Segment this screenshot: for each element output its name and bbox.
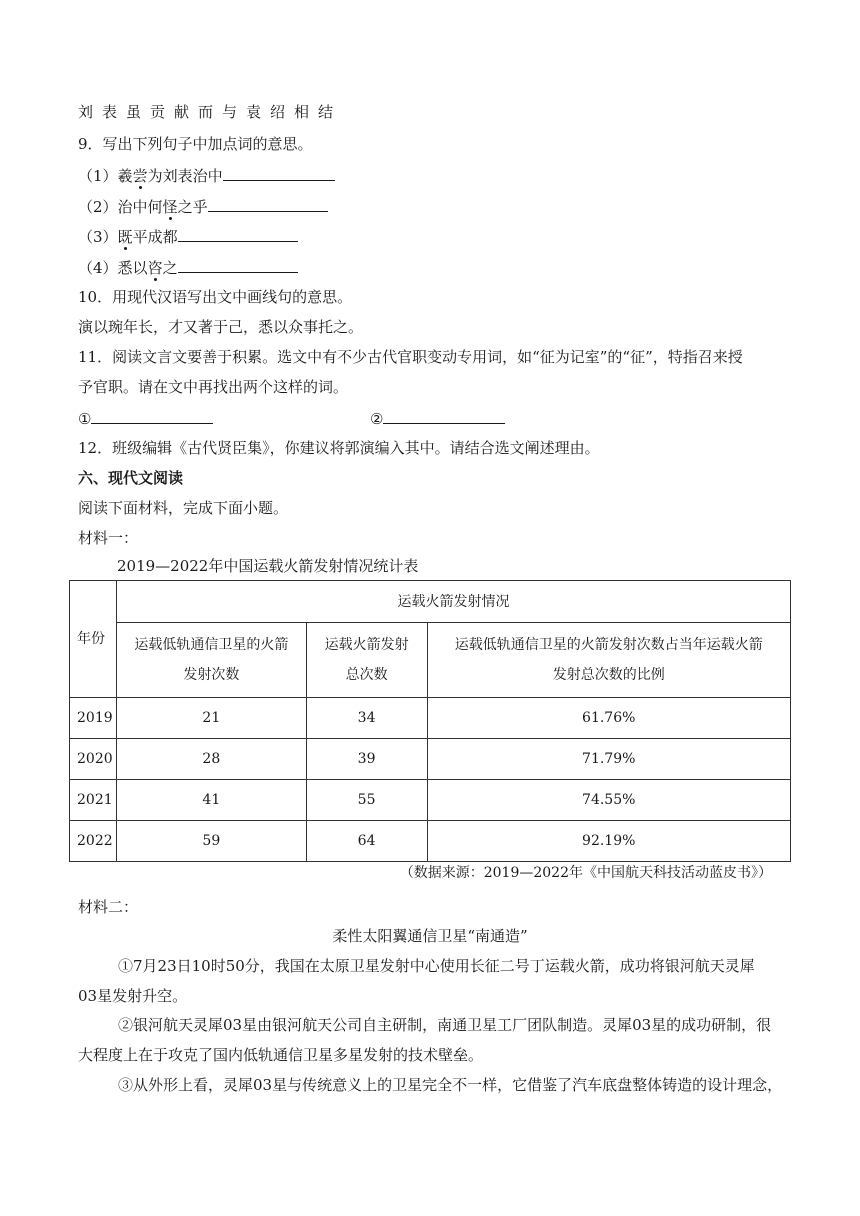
cell-ratio: 71.79% <box>427 739 791 780</box>
dotted-word: 尝 <box>132 167 148 185</box>
cell-total: 64 <box>306 821 427 862</box>
item-text-pre: 治中何 <box>117 198 163 216</box>
item-text-post: 平成都 <box>132 228 178 246</box>
cell-ratio: 92.19% <box>427 821 791 862</box>
paragraph-1-line-2: 03星发射升空。 <box>78 987 188 1005</box>
cell-leo: 21 <box>116 698 306 739</box>
cell-leo: 28 <box>116 739 306 780</box>
question-11-answer-1 <box>78 408 213 429</box>
cell-year: 2022 <box>70 821 117 862</box>
cell-total: 39 <box>306 739 427 780</box>
cell-ratio: 61.76% <box>427 698 791 739</box>
header-ratio <box>427 623 791 698</box>
table-source: （数据来源：2019—2022年《中国航天科技活动蓝皮书》） <box>399 865 772 881</box>
header-line: 发射次数 <box>183 667 240 683</box>
question-9-stem: 9．写出下列句子中加点词的意思。 <box>78 135 313 153</box>
paragraph-2-line-2: 大程度上在于攻克了国内低轨通信卫星多星发射的技术壁垒。 <box>78 1046 484 1064</box>
question-10-stem: 10．用现代汉语写出文中画线句的意思。 <box>78 288 353 306</box>
header-leo-launches <box>116 623 306 698</box>
question-10-sentence: 演以琬年长，才又著于己，悉以众事托之。 <box>78 318 364 336</box>
cell-year: 2020 <box>70 739 117 780</box>
header-total-launches <box>306 623 427 698</box>
table-row <box>70 821 791 862</box>
item-text-post: 为刘表治中 <box>147 167 223 185</box>
question-11-line-1: 11．阅读文言文要善于积累。选文中有不少古代官职变动专用词，如“征为记室”的“征”，特指召来授 <box>78 348 743 366</box>
item-text-post: 之乎 <box>177 198 208 216</box>
dotted-word: 咨 <box>147 259 163 277</box>
answer-blank[interactable] <box>383 408 505 424</box>
question-9-item-3 <box>78 226 298 247</box>
answer-blank[interactable] <box>91 408 213 424</box>
cell-leo: 59 <box>116 821 306 862</box>
question-11-line-2: 予官职。请在文中再找出两个这样的词。 <box>78 378 349 396</box>
material-1-label: 材料一： <box>78 529 139 547</box>
table-caption: 2019—2022年中国运载火箭发射情况统计表 <box>117 557 419 575</box>
cell-ratio: 74.55% <box>427 780 791 821</box>
passage-fragment-line: 刘表虽贡献而与袁绍相结 <box>78 103 343 121</box>
question-9-item-1 <box>78 165 335 186</box>
header-line: 总次数 <box>345 667 388 683</box>
item-number: （2） <box>78 198 118 216</box>
item-number: （3） <box>78 228 118 246</box>
cell-leo: 41 <box>116 780 306 821</box>
item-text-pre: 羲 <box>117 167 133 185</box>
answer-marker: ① <box>78 410 92 428</box>
item-number: （1） <box>78 167 118 185</box>
material-2-title: 柔性太阳翼通信卫星“南通造” <box>332 927 528 945</box>
answer-blank[interactable] <box>223 165 335 181</box>
dotted-word: 怪 <box>162 198 178 216</box>
header-year: 年份 <box>70 581 117 698</box>
paragraph-2-line-1: ②银河航天灵犀03星由银河航天公司自主研制，南通卫星工厂团队制造。灵犀03星的成功研制，很 <box>118 1016 772 1034</box>
answer-blank[interactable] <box>178 226 298 242</box>
header-line: 运载火箭发射 <box>324 637 409 653</box>
question-9-item-4 <box>78 257 298 278</box>
question-12-stem: 12．班级编辑《古代贤臣集》，你建议将郭演编入其中。请结合选文阐述理由。 <box>78 439 600 457</box>
answer-blank[interactable] <box>208 196 328 212</box>
cell-total: 34 <box>306 698 427 739</box>
answer-marker: ② <box>370 410 384 428</box>
item-text-pre: 悉以 <box>117 259 148 277</box>
material-2-label: 材料二： <box>78 898 139 916</box>
paragraph-3-line-1: ③从外形上看，灵犀03星与传统意义上的卫星完全不一样，它借鉴了汽车底盘整体铸造的设计理念， <box>118 1076 783 1094</box>
section-heading: 六、现代文阅读 <box>78 469 184 487</box>
table-row <box>70 780 791 821</box>
table-row <box>70 698 791 739</box>
section-instruction: 阅读下面材料，完成下面小题。 <box>78 499 289 517</box>
cell-total: 55 <box>306 780 427 821</box>
header-group: 运载火箭发射情况 <box>116 581 790 623</box>
item-text-post: 之 <box>162 259 178 277</box>
question-9-item-2 <box>78 196 328 217</box>
cell-year: 2021 <box>70 780 117 821</box>
question-11-answer-2 <box>370 408 505 429</box>
answer-blank[interactable] <box>178 257 298 273</box>
cell-year: 2019 <box>70 698 117 739</box>
dotted-word: 既 <box>117 228 133 246</box>
table-row <box>70 739 791 780</box>
header-line: 运载低轨通信卫星的火箭 <box>134 637 289 653</box>
header-line: 发射总次数的比例 <box>552 667 665 683</box>
header-line: 运载低轨通信卫星的火箭发射次数占当年运载火箭 <box>454 637 763 653</box>
launch-statistics-table <box>69 580 791 862</box>
paragraph-1-line-1: ①7月23日10时50分，我国在太原卫星发射中心使用长征二号丁运载火箭，成功将银河航天灵犀 <box>118 957 755 975</box>
item-number: （4） <box>78 259 118 277</box>
